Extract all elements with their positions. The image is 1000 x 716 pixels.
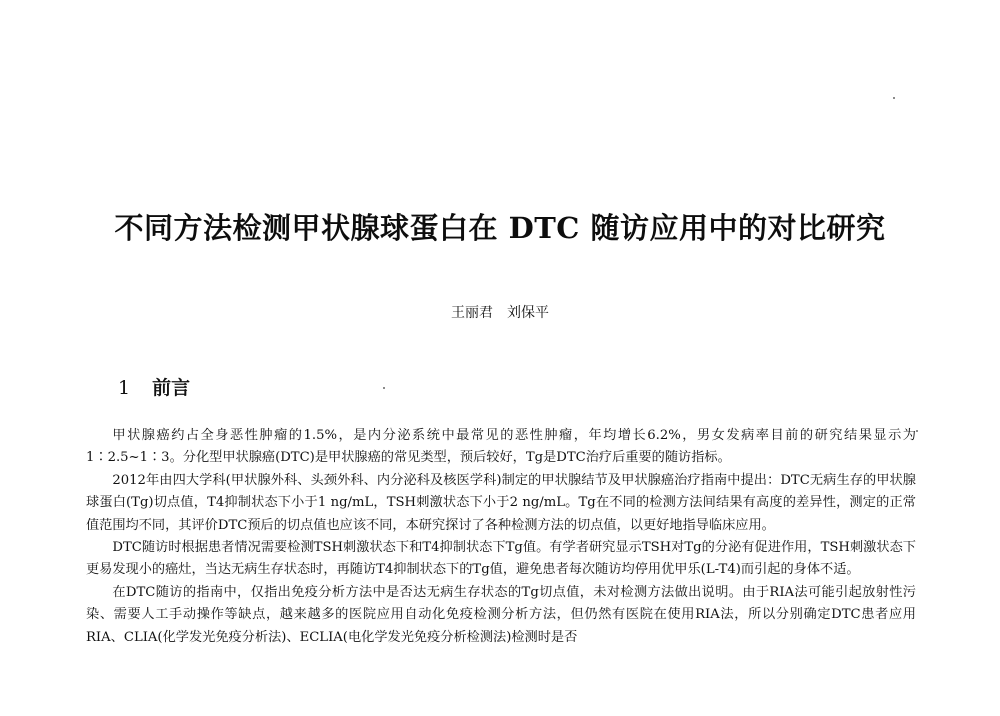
author-name: 王丽君 [451,305,493,321]
paper-title: 不同方法检测甲状腺球蛋白在 DTC 随访应用中的对比研究 [114,211,886,245]
section-title: 前言 [152,377,191,399]
section-heading [118,374,190,402]
scan-speck [383,387,385,389]
paragraph: 2012年由四大学科(甲状腺外科、头颈外科、内分泌科及核医学科)制定的甲状腺结节及甲状腺癌治疗指南中提出：DTC无病生存的甲状腺球蛋白(Tg)切点值，T4抑制状态下小于1 ng/mL，TSH刺激状态下小于2 ng/mL。Tg在不同的检测方法间结果有高度的差异性，测定的正常值范围均不同，其评价DTC预后的切点值也应该不同，本研究探讨了各种检测方法的切点值，以更好地指导临床应用。 [86,472,916,533]
section-number: 1 [118,377,131,399]
scan-speck [916,430,918,432]
paragraph: 甲状腺癌约占全身恶性肿瘤的1.5%，是内分泌系统中最常见的恶性肿瘤，年均增长6.2%，男女发病率目前的研究结果显示为1∶2.5~1∶3。分化型甲状腺癌(DTC)是甲状腺癌的常见类型，预后较好，Tg是DTC治疗后重要的随访指标。 [86,428,916,466]
author-name: 刘保平 [507,305,549,321]
paragraph: DTC随访时根据患者情况需要检测TSH刺激状态下和T4抑制状态下Tg值。有学者研究显示TSH对Tg的分泌有促进作用，TSH刺激状态下更易发现小的癌灶，当达无病生存状态时，再随访T4抑制状态下的Tg值，避免患者每次随访均停用优甲乐(L-T4)而引起的身体不适。 [86,540,916,578]
author-list [0,303,1000,323]
body-text [86,425,916,649]
scan-speck [893,97,895,99]
paragraph: 在DTC随访的指南中，仅指出免疫分析方法中是否达无病生存状态的Tg切点值，未对检测方法做出说明。由于RIA法可能引起放射性污染、需要人工手动操作等缺点，越来越多的医院应用自动化免疫检测分析方法，但仍然有医院在使用RIA法，所以分别确定DTC患者应用RIA、CLIA(化学发光免疫分析法)、ECLIA(电化学发光免疫分析检测法)检测时是否 [86,584,916,645]
